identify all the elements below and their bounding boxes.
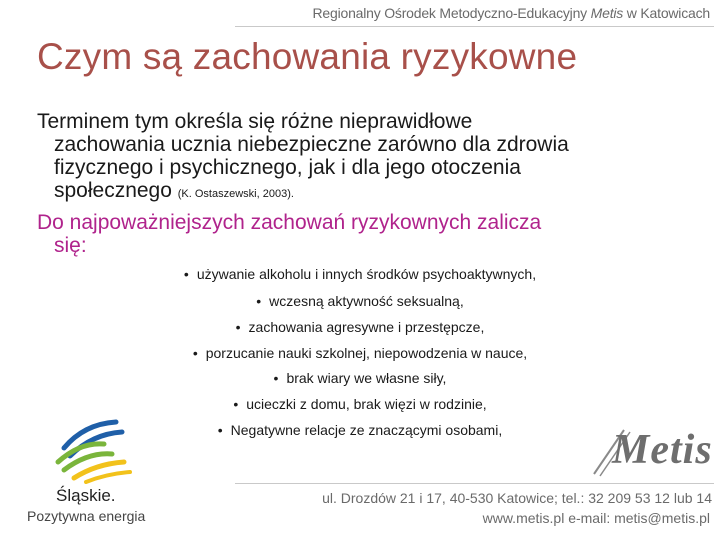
list-item-text: Negatywne relacje ze znaczącymi osobami, — [230, 422, 503, 438]
header-divider — [235, 26, 714, 27]
intro-line: Do najpoważniejszych zachowań ryzykownych zalicza — [37, 211, 542, 234]
bullet-icon: • — [192, 345, 198, 361]
bullet-icon: • — [256, 293, 262, 309]
definition-line-last — [37, 179, 707, 206]
list-item — [0, 370, 720, 386]
silesia-logo-line1: Śląskie. — [56, 486, 116, 505]
footer-divider — [235, 483, 714, 484]
metis-logo — [590, 422, 715, 480]
silesia-logo — [22, 418, 162, 530]
bullet-icon: • — [235, 319, 241, 335]
definition-paragraph — [37, 110, 707, 206]
list-item-text: używanie alkoholu i innych środków psychoaktywnych, — [196, 266, 537, 282]
bullet-icon: • — [273, 370, 279, 386]
bullet-icon: • — [233, 396, 239, 412]
header-organization — [312, 5, 710, 21]
slide-title: Czym są zachowania ryzykowne — [37, 36, 578, 77]
citation: (K. Ostaszewski, 2003). — [177, 188, 294, 200]
list-item — [0, 319, 720, 335]
definition-line-text: społecznego — [54, 179, 172, 202]
list-item — [0, 396, 720, 412]
intro-paragraph — [37, 211, 707, 257]
definition-line: zachowania ucznia niebezpieczne zarówno dla zdrowia — [54, 133, 569, 156]
definition-line: Terminem tym określa się różne nieprawidłowe — [37, 110, 473, 133]
list-item — [0, 266, 720, 282]
header-organization-suffix: w Katowicach — [623, 5, 710, 21]
metis-logo-word: Metis — [612, 427, 713, 473]
list-item-text: ucieczki z domu, brak więzi w rodzinie, — [246, 396, 487, 412]
bullet-icon: • — [183, 266, 189, 282]
list-item — [0, 345, 720, 361]
list-item — [0, 293, 720, 309]
footer-contact: www.metis.pl e-mail: metis@metis.pl — [482, 510, 710, 526]
footer-address: ul. Drozdów 21 i 17, 40-530 Katowice; tel.: 32 209 53 12 lub 14 — [322, 490, 712, 506]
silesia-logo-line2: Pozytywna energia — [27, 508, 146, 524]
intro-line: się: — [54, 234, 87, 257]
header-organization-name: Metis — [590, 5, 624, 21]
list-item-text: brak wiary we własne siły, — [286, 370, 447, 386]
definition-line: fizycznego i psychicznego, jak i dla jego otoczenia — [54, 156, 521, 179]
bullet-icon: • — [217, 422, 223, 438]
silesia-swirl-icon — [50, 418, 134, 484]
list-item-text: wczesną aktywność seksualną, — [269, 293, 464, 309]
list-item-text: zachowania agresywne i przestępcze, — [248, 319, 485, 335]
header-organization-prefix: Regionalny Ośrodek Metodyczno-Edukacyjny — [312, 5, 591, 21]
list-item-text: porzucanie nauki szkolnej, niepowodzenia w nauce, — [205, 345, 528, 361]
